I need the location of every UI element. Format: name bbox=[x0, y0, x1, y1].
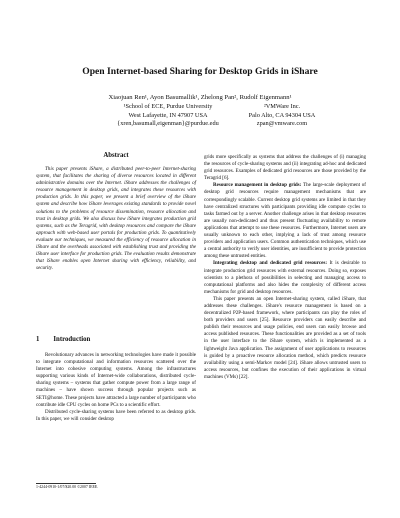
introduction-text bbox=[36, 352, 196, 423]
author-list: Xiaojuan Ren¹, Ayon Basumallik¹, Zhelong Pan², Rudolf Eigenmann¹ bbox=[108, 94, 292, 101]
section-title: Introduction bbox=[53, 336, 91, 343]
right-column-text bbox=[204, 154, 366, 381]
affiliation-vmware bbox=[222, 103, 342, 129]
abstract-text bbox=[36, 166, 196, 272]
right-paragraph-1: grids more specifically as systems that address the challenges of (i) managing the resources of cycle-sharing systems and (ii) integrating ad-hoc and dedicated grid resources. Examples of dedicated grid resources are those provided by the Teragrid [6]. bbox=[204, 154, 366, 182]
section-heading-introduction bbox=[36, 336, 104, 343]
paragraph-body: The large-scale deployment of desktop grid resources require management mechanisms that are correspondingly scalable. Current desktop grid systems are limited in that they have centralized structures with participants providing idle compute cycles to tasks farmed out by a server. Another challenge arises in that desktop resources are usually non-dedicated and thus present fluctuating availability to remote applications that attempt to use these resources. Furthermore, Internet users are usually unknown to each other, implying a lack of trust among resource providers and application users. Common authentication techniques, which use a central authority to verify user identities, are insufficient to provide protection among these untrusted entities. bbox=[204, 182, 366, 260]
intro-paragraph-1: Revolutionary advances in networking technologies have made it possible to integrate computational and information resources scattered over the Internet into cohesive computing systems. Among the infrastructures supporting various kinds of Internet-wide collaborations, distributed cycle-sharing systems – systems that gather compute power from a large range of machines – have shown success through popular projects such as SETI@home. These projects have attracted a large number of participants who contribute idle CPU cycles on home PCs to a scientific effort. bbox=[36, 352, 196, 408]
paragraph-body: It is desirable to integrate production grid resources with external resources. Doing so, exposes scientists to a plethora of possibilities in selecting and managing access to computational platforms and also hides the complexity of different access mechanisms for grid and desktop resources. bbox=[204, 260, 367, 295]
paper-title: Open Internet-based Sharing for Desktop Grids in iShare bbox=[82, 66, 318, 77]
intro-paragraph-2: Distributed cycle-sharing systems have been referred to as desktop grids. In this paper, we will consider desktop bbox=[36, 408, 196, 422]
abstract-paragraph: This paper presents iShare, a distributed peer-to-peer Internet-sharing system, that facilitates the sharing of diverse resources located in different administrative domains over the Internet. iShare addresses the challenges of resource management in desktop grids, and integrates these resources with production grids. In this paper, we present a brief overview of the iShare system and describe how iShare leverages existing standards to provide novel solutions to the problems of resource dissemination, resource allocation and trust in desktop grids. We also discuss how iShare integrates production grid systems, such as the Teragrid, with desktop resources and compare the iShare approach with web-based user portals for production grids. To quantitatively evaluate our techniques, we measured the efficiency of resource allocation in iShare and the overheads associated with establishing trust and providing the iShare user interface for production grids. The evaluation results demonstrate that iShare enables open Internet sharing with efficiency, reliability, and security. bbox=[36, 166, 196, 272]
affiliation-city: West Lafayette, IN 47907 USA bbox=[128, 111, 208, 119]
footnote-rule bbox=[36, 483, 96, 484]
affiliation-city: Palo Alto, CA 94304 USA bbox=[248, 111, 316, 119]
abstract-heading: Abstract bbox=[103, 152, 129, 159]
affiliation-email: {xren,basumall,eigenman}@purdue.edu bbox=[117, 120, 219, 128]
copyright-footer: 1-4244-0910-1/07/$20.00 ©2007 IEEE. bbox=[36, 485, 99, 489]
right-paragraph-3 bbox=[204, 260, 366, 295]
paragraph-heading: Integrating desktop and dedicated grid resources: bbox=[213, 260, 328, 267]
section-number: 1 bbox=[36, 336, 40, 343]
right-paragraph-4: This paper presents an open Internet-sharing system, called iShare, that addresses these challenges. iShare's resource management is based on a decentralized P2P-based framework, where participants can play the roles of both providers and users [25]. Resource providers can easily describe and publish their resources and usage policies, end users can easily browse and access published resources. These functionalities are provided as a set of tools in the user interface to the iShare system, which is implemented as a lightweight Java application. The assignment of user applications to resources is guided by a proactive resource allocation method, which predicts resource availability using a semi-Markov model [24]. iShare allows untrusted users to access resources, but confines the execution of their applications in virtual machines (VMs) [22]. bbox=[204, 295, 366, 380]
affiliation-name: ²VMWare Inc. bbox=[263, 103, 301, 110]
paragraph-heading: Resource management in desktop grids: bbox=[213, 182, 302, 189]
affiliation-name: ¹School of ECE, Purdue University bbox=[123, 103, 213, 110]
affiliation-email: zpan@vmware.com bbox=[256, 120, 308, 128]
right-paragraph-2 bbox=[204, 182, 366, 260]
